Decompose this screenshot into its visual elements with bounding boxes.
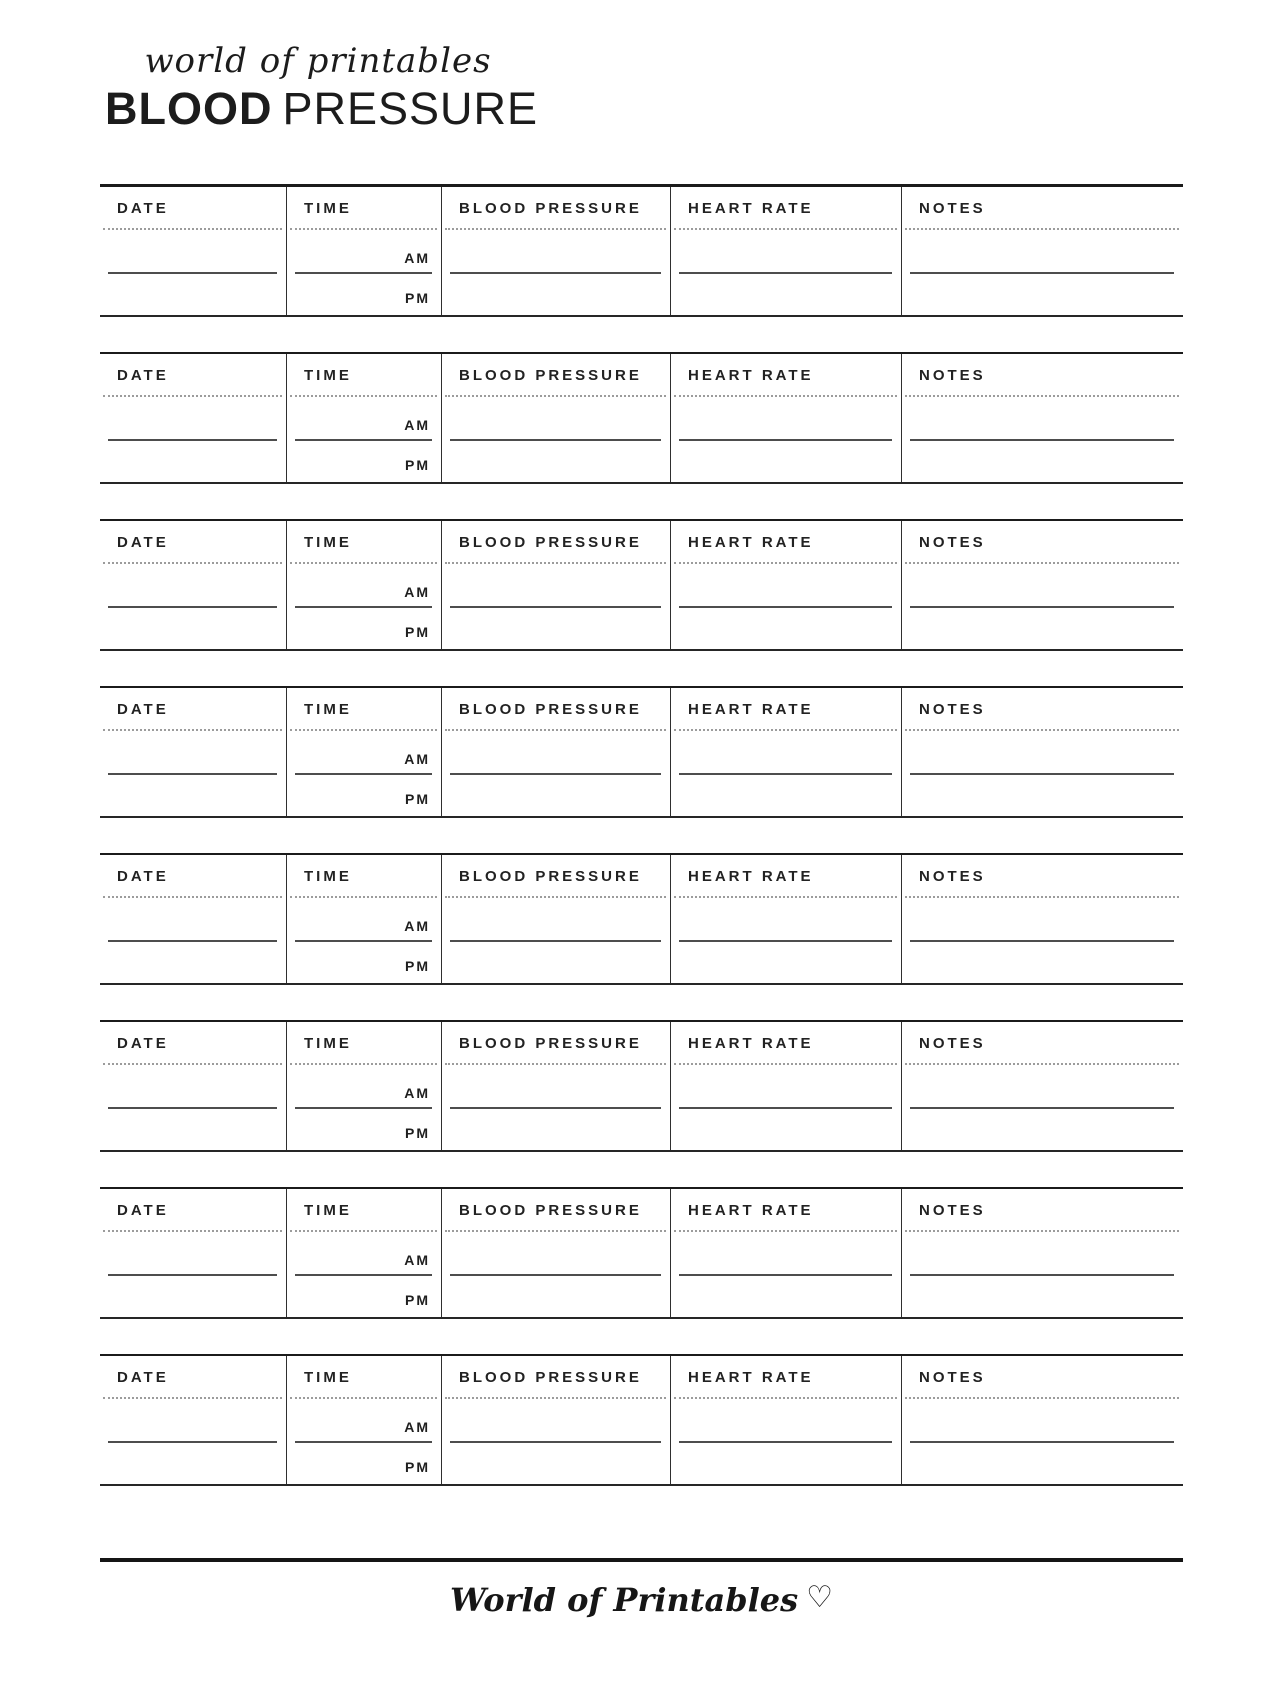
entry-line-notes-am[interactable]	[902, 396, 1183, 440]
column-header-blood_pressure	[442, 1356, 671, 1398]
column-header-heart_rate	[671, 187, 902, 229]
entry-line-blood_pressure-pm[interactable]	[442, 1108, 671, 1151]
am-row	[100, 1398, 1183, 1442]
entry-line-heart_rate-pm[interactable]	[671, 440, 902, 483]
entry-line-blood_pressure-am[interactable]	[442, 897, 671, 941]
column-header-heart_rate	[671, 1022, 902, 1064]
entry-line-time-pm[interactable]	[287, 1108, 442, 1151]
entry-line-time-am[interactable]	[287, 396, 442, 440]
entry-line-time-pm[interactable]	[287, 1442, 442, 1485]
column-header-label: TIME	[304, 366, 352, 384]
entry-line-time-am[interactable]	[287, 229, 442, 273]
header-row	[100, 354, 1183, 396]
bp-log-block	[100, 853, 1183, 985]
entry-line-notes-am[interactable]	[902, 730, 1183, 774]
column-header-label: DATE	[117, 533, 169, 551]
entry-line-blood_pressure-am[interactable]	[442, 229, 671, 273]
am-row	[100, 396, 1183, 440]
column-header-time	[287, 1356, 442, 1398]
pm-row	[100, 273, 1183, 316]
entry-line-heart_rate-am[interactable]	[671, 563, 902, 607]
entry-line-date-pm[interactable]	[100, 1442, 287, 1485]
entry-line-notes-pm[interactable]	[902, 607, 1183, 650]
entry-line-heart_rate-am[interactable]	[671, 229, 902, 273]
entry-line-blood_pressure-am[interactable]	[442, 1064, 671, 1108]
column-header-date	[100, 1189, 287, 1231]
page-title-bold: BLOOD	[105, 83, 273, 134]
entry-line-notes-am[interactable]	[902, 1398, 1183, 1442]
bp-log-block	[100, 1020, 1183, 1152]
entry-line-notes-pm[interactable]	[902, 273, 1183, 316]
entry-line-notes-am[interactable]	[902, 1231, 1183, 1275]
am-row	[100, 229, 1183, 273]
column-header-label: TIME	[304, 1368, 352, 1386]
am-row	[100, 1064, 1183, 1108]
entry-line-notes-am[interactable]	[902, 897, 1183, 941]
pm-label: PM	[405, 958, 430, 974]
page-title-light: PRESSURE	[282, 83, 539, 134]
footer-divider	[100, 1558, 1183, 1562]
column-header-notes	[902, 521, 1183, 563]
column-header-time	[287, 688, 442, 730]
column-header-label: NOTES	[919, 533, 986, 551]
entry-line-time-pm[interactable]	[287, 1275, 442, 1318]
header-row	[100, 688, 1183, 730]
entry-line-heart_rate-am[interactable]	[671, 897, 902, 941]
entry-line-date-am[interactable]	[100, 897, 287, 941]
column-header-label: NOTES	[919, 366, 986, 384]
entry-line-notes-pm[interactable]	[902, 941, 1183, 984]
column-header-label: BLOOD PRESSURE	[459, 1368, 642, 1386]
entry-line-date-pm[interactable]	[100, 774, 287, 817]
column-header-blood_pressure	[442, 354, 671, 396]
entry-line-notes-pm[interactable]	[902, 1108, 1183, 1151]
entry-line-date-pm[interactable]	[100, 1108, 287, 1151]
column-header-blood_pressure	[442, 1022, 671, 1064]
column-header-time	[287, 354, 442, 396]
entry-line-time-am[interactable]	[287, 1231, 442, 1275]
page-title	[100, 83, 539, 134]
entry-line-blood_pressure-am[interactable]	[442, 396, 671, 440]
masthead	[100, 40, 539, 134]
entry-line-time-am[interactable]	[287, 730, 442, 774]
entry-line-heart_rate-am[interactable]	[671, 1064, 902, 1108]
entry-line-date-am[interactable]	[100, 229, 287, 273]
entry-line-heart_rate-pm[interactable]	[671, 607, 902, 650]
column-header-label: HEART RATE	[688, 1201, 814, 1219]
bp-log-block	[100, 352, 1183, 484]
column-header-date	[100, 1022, 287, 1064]
column-header-time	[287, 855, 442, 897]
entry-line-notes-pm[interactable]	[902, 1275, 1183, 1318]
entry-line-blood_pressure-pm[interactable]	[442, 1275, 671, 1318]
column-header-label: BLOOD PRESSURE	[459, 867, 642, 885]
entry-line-time-pm[interactable]	[287, 607, 442, 650]
entry-line-blood_pressure-am[interactable]	[442, 1231, 671, 1275]
column-header-notes	[902, 187, 1183, 229]
column-header-label: NOTES	[919, 199, 986, 217]
entry-line-date-pm[interactable]	[100, 440, 287, 483]
bp-log-block	[100, 1354, 1183, 1486]
entry-line-date-am[interactable]	[100, 1064, 287, 1108]
column-header-heart_rate	[671, 354, 902, 396]
entry-line-notes-am[interactable]	[902, 563, 1183, 607]
column-header-label: DATE	[117, 700, 169, 718]
bp-log-block	[100, 184, 1183, 317]
column-header-date	[100, 688, 287, 730]
column-header-label: BLOOD PRESSURE	[459, 1201, 642, 1219]
column-header-blood_pressure	[442, 688, 671, 730]
column-header-label: HEART RATE	[688, 366, 814, 384]
column-header-heart_rate	[671, 1356, 902, 1398]
column-header-label: HEART RATE	[688, 867, 814, 885]
column-header-blood_pressure	[442, 521, 671, 563]
entry-line-notes-pm[interactable]	[902, 1442, 1183, 1485]
column-header-label: DATE	[117, 867, 169, 885]
pm-row	[100, 774, 1183, 817]
column-header-notes	[902, 1022, 1183, 1064]
column-header-label: HEART RATE	[688, 199, 814, 217]
pm-label: PM	[405, 1292, 430, 1308]
header-row	[100, 1356, 1183, 1398]
column-header-label: HEART RATE	[688, 1368, 814, 1386]
pm-label: PM	[405, 290, 430, 306]
entry-line-date-pm[interactable]	[100, 1275, 287, 1318]
entry-line-blood_pressure-am[interactable]	[442, 1398, 671, 1442]
column-header-notes	[902, 855, 1183, 897]
column-header-label: HEART RATE	[688, 700, 814, 718]
column-header-label: TIME	[304, 867, 352, 885]
column-header-label: BLOOD PRESSURE	[459, 1034, 642, 1052]
pm-row	[100, 1108, 1183, 1151]
entry-line-time-am[interactable]	[287, 1064, 442, 1108]
pm-label: PM	[405, 457, 430, 473]
entry-line-blood_pressure-pm[interactable]	[442, 1442, 671, 1485]
entry-line-notes-pm[interactable]	[902, 774, 1183, 817]
column-header-heart_rate	[671, 855, 902, 897]
pm-label: PM	[405, 1125, 430, 1141]
brand-script-footer	[100, 1576, 1183, 1626]
column-header-notes	[902, 1356, 1183, 1398]
entry-line-heart_rate-am[interactable]	[671, 396, 902, 440]
entry-line-date-pm[interactable]	[100, 273, 287, 316]
column-header-label: TIME	[304, 700, 352, 718]
bp-log-block	[100, 519, 1183, 651]
entry-line-heart_rate-am[interactable]	[671, 1231, 902, 1275]
am-row	[100, 730, 1183, 774]
column-header-label: TIME	[304, 1034, 352, 1052]
entry-line-notes-am[interactable]	[902, 1064, 1183, 1108]
entry-line-blood_pressure-pm[interactable]	[442, 607, 671, 650]
column-header-time	[287, 521, 442, 563]
entry-line-notes-pm[interactable]	[902, 440, 1183, 483]
column-header-date	[100, 855, 287, 897]
entry-line-time-pm[interactable]	[287, 440, 442, 483]
entry-line-time-am[interactable]	[287, 563, 442, 607]
entry-line-heart_rate-pm[interactable]	[671, 273, 902, 316]
column-header-blood_pressure	[442, 1189, 671, 1231]
am-row	[100, 563, 1183, 607]
entry-line-heart_rate-am[interactable]	[671, 730, 902, 774]
column-header-label: BLOOD PRESSURE	[459, 366, 642, 384]
column-header-label: TIME	[304, 1201, 352, 1219]
column-header-heart_rate	[671, 688, 902, 730]
entry-line-blood_pressure-pm[interactable]	[442, 273, 671, 316]
column-header-blood_pressure	[442, 187, 671, 229]
entry-line-date-am[interactable]	[100, 396, 287, 440]
entry-line-time-pm[interactable]	[287, 941, 442, 984]
column-header-date	[100, 354, 287, 396]
column-header-label: NOTES	[919, 1201, 986, 1219]
entry-line-time-am[interactable]	[287, 1398, 442, 1442]
entry-line-heart_rate-pm[interactable]	[671, 1442, 902, 1485]
column-header-label: DATE	[117, 366, 169, 384]
entry-line-blood_pressure-am[interactable]	[442, 730, 671, 774]
am-label: AM	[404, 249, 430, 266]
column-header-label: DATE	[117, 1201, 169, 1219]
entry-line-notes-am[interactable]	[902, 229, 1183, 273]
entry-line-date-pm[interactable]	[100, 607, 287, 650]
entry-line-heart_rate-pm[interactable]	[671, 1108, 902, 1151]
pm-row	[100, 607, 1183, 650]
column-header-time	[287, 1022, 442, 1064]
pm-row	[100, 941, 1183, 984]
pm-row	[100, 440, 1183, 483]
entry-line-heart_rate-pm[interactable]	[671, 941, 902, 984]
page-footer	[100, 1558, 1183, 1626]
column-header-label: DATE	[117, 1368, 169, 1386]
brand-script-top: world of printables	[144, 41, 492, 81]
bp-log-block	[100, 1187, 1183, 1319]
column-header-label: TIME	[304, 533, 352, 551]
am-row	[100, 1231, 1183, 1275]
heart-icon: ♡	[806, 1580, 834, 1615]
column-header-notes	[902, 688, 1183, 730]
entry-line-date-pm[interactable]	[100, 941, 287, 984]
am-label: AM	[404, 583, 430, 600]
column-header-label: BLOOD PRESSURE	[459, 199, 642, 217]
entry-line-heart_rate-pm[interactable]	[671, 1275, 902, 1318]
pm-label: PM	[405, 624, 430, 640]
column-header-date	[100, 1356, 287, 1398]
column-header-label: NOTES	[919, 867, 986, 885]
header-row	[100, 1189, 1183, 1231]
column-header-label: NOTES	[919, 700, 986, 718]
header-row	[100, 1022, 1183, 1064]
column-header-label: DATE	[117, 1034, 169, 1052]
entry-line-blood_pressure-pm[interactable]	[442, 941, 671, 984]
pm-row	[100, 1442, 1183, 1485]
column-header-notes	[902, 354, 1183, 396]
pm-label: PM	[405, 1459, 430, 1475]
entry-line-blood_pressure-am[interactable]	[442, 563, 671, 607]
brand-script-footer-text: World of Printables	[449, 1581, 799, 1619]
header-row	[100, 521, 1183, 563]
entry-line-heart_rate-pm[interactable]	[671, 774, 902, 817]
entry-line-date-am[interactable]	[100, 730, 287, 774]
page	[100, 40, 1183, 1626]
column-header-heart_rate	[671, 521, 902, 563]
column-header-label: NOTES	[919, 1368, 986, 1386]
entry-line-date-am[interactable]	[100, 563, 287, 607]
column-header-notes	[902, 1189, 1183, 1231]
column-header-label: HEART RATE	[688, 533, 814, 551]
am-label: AM	[404, 1418, 430, 1435]
am-row	[100, 897, 1183, 941]
column-header-time	[287, 187, 442, 229]
header-row	[100, 855, 1183, 897]
column-header-label: DATE	[117, 199, 169, 217]
entry-line-blood_pressure-pm[interactable]	[442, 774, 671, 817]
column-header-label: BLOOD PRESSURE	[459, 533, 642, 551]
entry-line-time-am[interactable]	[287, 897, 442, 941]
am-label: AM	[404, 416, 430, 433]
column-header-label: BLOOD PRESSURE	[459, 700, 642, 718]
pm-label: PM	[405, 791, 430, 807]
header-row	[100, 187, 1183, 229]
column-header-date	[100, 187, 287, 229]
am-label: AM	[404, 750, 430, 767]
am-label: AM	[404, 917, 430, 934]
entry-line-time-pm[interactable]	[287, 273, 442, 316]
column-header-label: NOTES	[919, 1034, 986, 1052]
entry-line-time-pm[interactable]	[287, 774, 442, 817]
am-label: AM	[404, 1251, 430, 1268]
pm-row	[100, 1275, 1183, 1318]
column-header-date	[100, 521, 287, 563]
entry-line-heart_rate-am[interactable]	[671, 1398, 902, 1442]
column-header-label: TIME	[304, 199, 352, 217]
column-header-heart_rate	[671, 1189, 902, 1231]
entry-line-date-am[interactable]	[100, 1231, 287, 1275]
bp-log-block	[100, 686, 1183, 818]
am-label: AM	[404, 1084, 430, 1101]
column-header-label: HEART RATE	[688, 1034, 814, 1052]
entry-line-date-am[interactable]	[100, 1398, 287, 1442]
column-header-time	[287, 1189, 442, 1231]
log-blocks	[100, 184, 1183, 1486]
entry-line-blood_pressure-pm[interactable]	[442, 440, 671, 483]
column-header-blood_pressure	[442, 855, 671, 897]
